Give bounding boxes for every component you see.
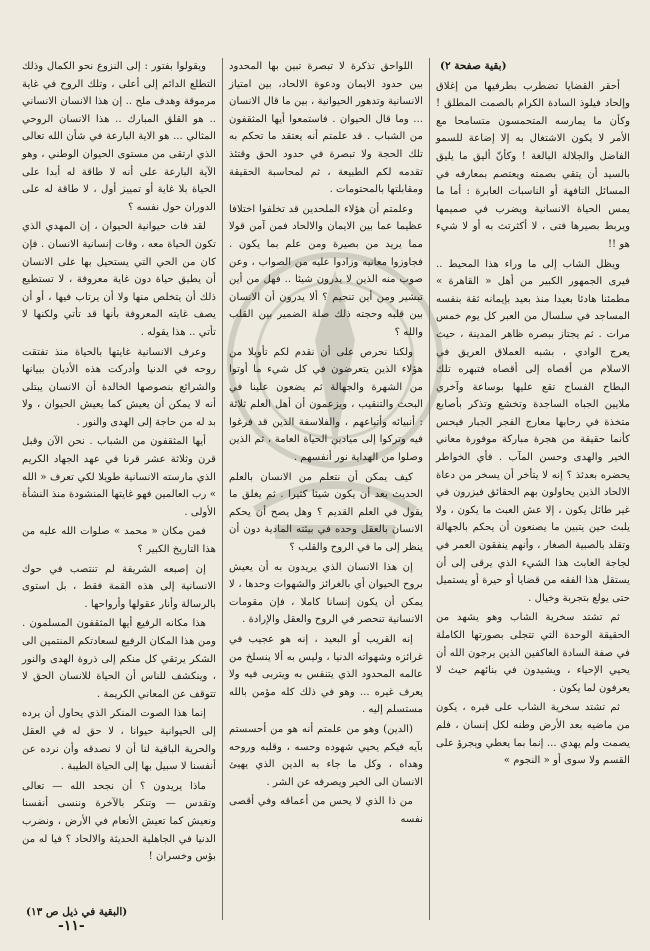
right-column: [430, 58, 636, 920]
paragraph: إنه القريب أو البعيد ، إنه هو عجيب في غرائزه وشهواته الدنيا ، وليس به ألا ينسلخ من عالمه المحدود الذي يتنفس به ويتربى فيه ولا يعرف غيره ... وهو في ذلك كله مؤمن بالله مستسلم إليه .: [229, 634, 423, 716]
article-columns: [16, 58, 636, 920]
paragraph: إنما هذا الصوت المنكر الذي يحاول أن يرده إلى الحيوانية حيوانا ، لا حق له في العقل والحرية الباقية لنا أن لا نصدقه وأن نرده عن أنفسنا لا سبيل بها إلى الحياة الطيبة .: [22, 708, 216, 773]
paragraph: أحقر القضايا تضطرب بطرفيها من إغلاق وإلحاد فيلوذ السادة الكرام بالصمت المطلق ! وكأن ما يمارسه المتحمسون متسامحا مع الأمر لا يكون الاشتغال به إلا إضاعة للسمو الفاضل والجلالة البالغة ! وكأنّ أليق ما يليق بالسيد أن يتقي بصمته ويعتصم بمعارفه في المسائل التافهة أو الناسبات العابرة : أما ما يمس الحياة الانسانية ويضرب في صميمها ويربط بصيرها فتى ، لا أكثرتث به أو لا شيء هو !!: [436, 80, 630, 250]
paragraph: ويقولوا بفتور : إلى النزوع نحو الكمال وذلك التطلع الدائم إلى أعلى ، وتلك الروح في غاية مرموقة وهدف ملح .. إن هذا الانسان الانساني .. هو القلق المبارك .. هذا الانسان الروحي المثالي ... هو الاية البارعة في شأن الله تعالى الذي ارتقى من مستوى الحيوان الوطني ، وهو الآية البارعة على أنه لا طاقة له أبدا على الحياة بلا غاية أو تمييز أول ، لا طاقة له على الدوران حول نفسه ؟: [22, 61, 216, 213]
paragraph: إن إصبعه الشريفة لم تنتصب في حوك الانسانية إلى هذه القمة فقط ، بل استوى بالرسالة وأنار عقولها وأرواحها .: [22, 563, 216, 610]
paragraph: ماذا يريدون ؟ أن نجحد الله — تعالى وتقدس — وتنكر بالآخرة وننسى أنفسنا ونعيش كما تعيش الأنعام في الأرض ، ونضرب الدنيا في الجاهلية الحديثة والالحاد ؟ فيا له من بؤس وخسران !: [22, 780, 216, 863]
paragraph: ولكنا نحرص على أن نقدم لكم تأويلا من هؤلاء الذين يتعرضون في كل شيء ما أوتوا من الشهرة والجهالة ثم يضعون علينا في البحث والتنقيب ، ويزعمون أن أهل العلم ثلاثة : أنبيائه وأتباعهم ، والفلاسفة الذين قد فرغوا فيه وتركوا إلى ميادين الحياة العامة ، ثم الذين وصلوا من الهداية نور أنفسهم .: [229, 346, 423, 464]
continued-from-label: (بقية صفحة ٢): [440, 60, 507, 72]
paragraph: هذا مكانه الرفيع أيها المثقفون المسلمون . ومن هذا المكان الرفيع لسعادتكم المنتمين الى الشكر يرتقي كل منكم إلى ذروة الهدى والنور ، وينكشف للناس أن الحياة للانسان الحق لا تتوقف عن المعاني الكريمة .: [22, 618, 216, 700]
paragraph: فمن مكان « محمد » صلوات الله عليه من هذا التاريخ الكبير ؟: [22, 526, 216, 556]
continued-note: (البقية في ذيل ص ١٣): [26, 906, 128, 919]
paragraph: ثم تشتد سخرية الشاب وهو يشهد من الحقيقة الوحدة التي تتجلى بصورتها الكاملة في صفة السادة العاكفين الذين يرجون الله أن يحيي الإحياء ، ويشيدون في بنائهم حيث لا يعرفون لما يكون .: [436, 612, 630, 694]
paragraph: إن هذا الانسان الذي يريدون به أن يعيش بروح الحيوان أي بالغرائز والشهوات وحدها ، لا يمكن أن يكون إنسانا كاملا ، فإن مقومات الانسانية تنحصر في الروح والعقل والإرادة .: [229, 561, 423, 626]
paragraph: اللواحق تذكرة لا تبصرة تبين بها المحدود بين حدود الايمان ودعوة الالحاد، بين امتياز الانسانية وتدهور الحيوانية ، بين ما قال الانسان ... وما قال الحيوان . فاستمعوا أيها المثقفون من الشباب . قد علمتم أنه يعتقد ما تحكم به تلك الحجة ولا تبصرة في حدود الحق وقتئذ تقدمه لكم الطبيعة ، ثم لمحاسبة الحقيقة ومقابلتها بالمحتومات .: [229, 61, 423, 196]
paragraph: أيها المثقفون من الشباب . نحن الآن وقبل قرن وثلاثة عشر قرنا في عهد الجهاد الكريم الذي مارسته الانسانية طويلا لكي تعرف « الله » رب العالمين فهو غايتها المنشودة منذ النشأة الأولى .: [22, 436, 216, 518]
page-number: -١١-: [58, 918, 85, 934]
middle-column: [223, 58, 430, 920]
paragraph: (الدين) وهو من علمتم أنه هو من أحسستم بآيه فيكم يحيي شهوده وحسه ، وقلبه وروحه وهداه ، وكل ما جاء به الدين الذي يهيئ الانسان الى الخير ويصرفه عن الشر .: [229, 723, 423, 788]
paragraph: من ذا الذي لا يحس من أعماقه وفي أقصى نفسه: [229, 796, 423, 825]
paragraph: ويظل الشاب إلى ما وراء هذا المحيط .. فيرى الجمهور الكبير من أهل « القاهرة » مطمئنا هادئا بعيدا منذ بعيد بإيمانه ثقة بنفسه المساجد في سلسال من العبر كل يوم خمس مرات . ثم يجتاز ببصره ظاهر المدينة ، حيث يعرج الوادي ، بشبه العملاق العريق في الاسلام من أقصاه إلى أقصاه فتبهره تلك البطاح الفساح تقع عليها بوساعة وآخري ملايين الجباه الساجدة وتخشع وتذكر بأصابع متخذة في رحابها معارج الفجر الجبار فيحس كأنما حقيقة من هجرة مباركة موفورة معاني الخير والهدى وحسن المآب . فأي الخواطر يحضره بعدئذ ؟ إنه لا يتأخر أن يسخر من دعاة الالحاد الذين يحاولون بهم الحقائق فيزرون في غير طائل يكون ، إلا عش العبث ما يكون ، ولا يلبث حين يتبين ما يصنعون أن يحكم بالجهالة وتقلد بالصبية الصغار ، وأنهم ينفقون العمر في لجاجة العابث هذا الشيء الذي يرقى إلى أن يستقل هذا الفقه من قضايا أو حيرة أو يستميل حتى يولع بتجربة وخيال .: [436, 258, 630, 604]
paragraph: ثم تشتد سخرية الشاب على قبره ، يكون من ماضيه بعد الأرض وطنه لكل إنسان ، فلم يصمت ولم يهدي ... إنما بما يعطي ويجرؤ على القسم ولا سوى أو « النجوم »: [436, 702, 630, 767]
paragraph: كيف يمكن أن نتعلم من الانسان بالعلم الحديث بعد أن يكون شيئا كثيرا . ثم يغلق ما يقول في العلم القديم ؟ وهل يصح أن يحكم الانسان بالعقل وحده في بيئته المادية دون أن ينظر إلى ما في الروح والقلب ؟: [229, 471, 423, 554]
paragraph: وعلمتم أن هؤلاء الملحدين قد تخلفوا اختلافا عظيما عما بين الايمان والالحاد فمن آمن قولا مما يريد من بصيرة ومن علم بما يكون . فجاوزوا معانيه وزادوا عليه من الصواب ، وعن صوب منه الذين لا يدرون شيئا .. فهل من أين تبشير ومن أين تنجيم ؟ ألا يدرون أن الانسان بين قلبه وحجته ذلك صلة الضمير بين القلب والله ؟: [229, 203, 423, 338]
left-column: [16, 58, 223, 920]
paragraph: لقد فات حيوانية الحيوان ، إن المهدي الذي تكون الحياة معه ، وقات إنسانية الانسان . فإن كان من الحي التي يستحيل بها على الانسان أن يطيق حياة دون غاية معروفة ، لا تستطيع ذلك أن يتخلص منها ولا أن يرتاب فيها ، أو أن يصف غايته المعروفة بأنها قد تأتي ولكنها لا تأتي .. هذا يقوله .: [22, 221, 216, 338]
paragraph: وعرف الانسانية غايتها بالحياة منذ تفتقت روحه في الدنيا وأدركت هذه الأديان ببيانها والشرائع بنصوصها الخالدة أن الانسان يبتلى أنه لا يمكن أن يعيش كما يعيش الحيوان ، ولا بد له من حاجة إلى الهدى والنور .: [22, 346, 216, 428]
